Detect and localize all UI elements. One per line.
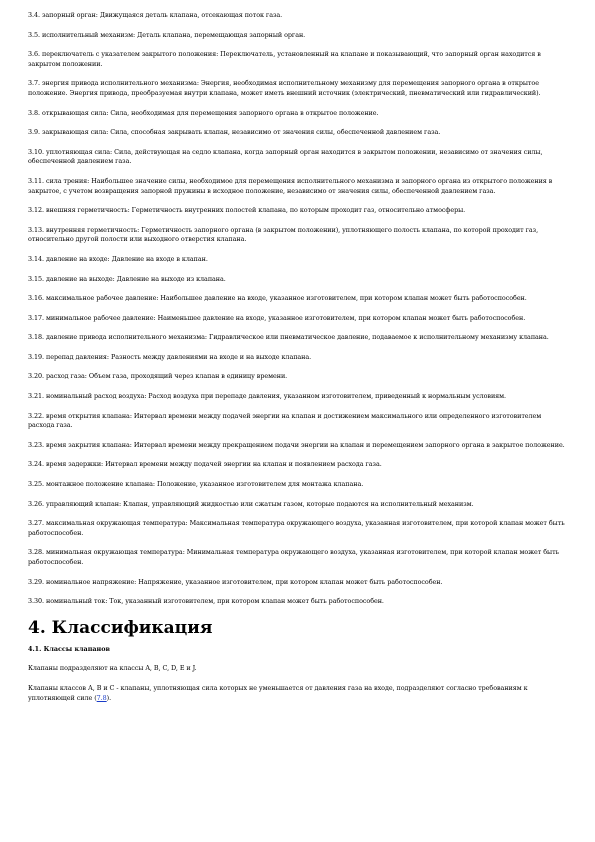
definition-item (28, 226, 568, 245)
definition-number: 3.27. (28, 519, 45, 528)
definition-number: 3.20. (28, 372, 45, 381)
definition-item (28, 333, 568, 343)
definition-text: Интервал времени между подачей энергии на клапан и появлением расхода газа. (103, 460, 382, 469)
definition-number: 3.23. (28, 440, 45, 449)
definition-term: время закрытия клапана: (46, 440, 132, 449)
definition-text: Деталь клапана, перемещающая запорный орган. (135, 30, 306, 39)
definition-text: Наименьшее давление на входе, указанное изготовителем, при котором клапан может быть работоспособен. (155, 313, 526, 322)
definition-number: 3.13. (28, 225, 45, 234)
definition-term: исполнительный механизм: (41, 30, 136, 39)
definition-item (28, 597, 568, 607)
definition-term: время открытия клапана: (46, 411, 132, 420)
definition-term: минимальная окружающая температура: (46, 548, 185, 557)
section-heading: 4. Классификация (28, 617, 213, 638)
definition-item (28, 294, 568, 304)
definition-number: 3.8. (28, 108, 40, 117)
definition-text: Движущаяся деталь клапана, отсекающая поток газа. (97, 11, 283, 19)
definition-term: давление на выходе: (46, 274, 115, 283)
definition-number: 3.11. (28, 176, 45, 185)
definition-text: Положение, указанное изготовителем для монтажа клапана. (155, 480, 364, 489)
definition-text: Напряжение, указанное изготовителем, при котором клапан может быть работоспособен. (136, 577, 443, 586)
definition-number: 3.24. (28, 460, 45, 469)
definition-item (28, 255, 568, 265)
definition-item (28, 128, 568, 138)
definition-number: 3.15. (28, 274, 45, 283)
definition-term: номинальное напряжение: (46, 577, 137, 586)
definition-item (28, 548, 568, 567)
document-page (28, 11, 568, 713)
definition-number: 3.18. (28, 333, 45, 342)
definition-number: 3.4. (28, 11, 40, 19)
definitions-list (28, 11, 568, 607)
definition-term: энергия привода исполнительного механизма: (41, 79, 199, 88)
definition-term: перепад давления: (46, 352, 109, 361)
definition-item (28, 578, 568, 588)
definition-text: Герметичность внутренних полостей клапана, по которым проходит газ, относительно атмосферы. (129, 206, 466, 215)
definition-item (28, 148, 568, 167)
definition-number: 3.29. (28, 577, 45, 586)
definition-text: Энергия, необходимая исполнительному механизму для перемещения запорного органа в открытое положение. Энергия привода, преобразуемая внутри клапана, может иметь внешний источник (электрический, пневматический или гидравлический). (28, 79, 541, 97)
definition-item (28, 314, 568, 324)
subsection-heading: 4.1. Классы клапанов (28, 644, 110, 653)
definition-text: Сила, необходимая для перемещения запорного органа в открытое положение. (108, 108, 379, 117)
definition-term: давление привода исполнительного механизма: (46, 333, 208, 342)
definition-item (28, 372, 568, 382)
definition-term: сила трения: (46, 176, 90, 185)
definition-item (28, 275, 568, 285)
paragraph-text: ). (106, 693, 112, 702)
definition-term: расход газа: (46, 372, 87, 381)
definition-number: 3.12. (28, 206, 45, 215)
definition-number: 3.28. (28, 548, 45, 557)
definition-term: номинальный расход воздуха: (46, 392, 147, 401)
definition-number: 3.26. (28, 499, 45, 508)
definition-item (28, 392, 568, 402)
definition-item (28, 79, 568, 98)
definition-term: закрывающая сила: (41, 128, 109, 137)
definition-term: время задержки: (46, 460, 104, 469)
definition-number: 3.21. (28, 392, 45, 401)
definition-text: Разность между давлениями на входе и на выходе клапана. (109, 352, 312, 361)
paragraph-text: Клапаны классов А, В и С - клапаны, уплотняющая сила которых не уменьшается от давления газа на входе, подразделяют согласно требованиям к уплотняющей силе ( (28, 683, 528, 702)
definition-number: 3.5. (28, 30, 40, 39)
definition-term: внешняя герметичность: (46, 206, 130, 215)
definition-item (28, 519, 568, 538)
definition-item (28, 11, 568, 21)
definition-term: номинальный ток: (46, 597, 108, 606)
definition-term: уплотняющая сила: (46, 147, 113, 156)
definition-number: 3.25. (28, 480, 45, 489)
definition-number: 3.17. (28, 313, 45, 322)
definition-text: Наибольшее значение силы, необходимое для перемещения исполнительного механизма и запорного органа из открытого положения в закрытое, с учетом возвращения запорной пружины в исходное положение, независимо от значения силы, обеспеченной давлением газа. (28, 176, 553, 195)
definition-text: Давление на выходе из клапана. (114, 274, 226, 283)
definition-number: 3.9. (28, 128, 40, 137)
definition-term: монтажное положение клапана: (46, 480, 155, 489)
definition-text: Давление на входе в клапан. (109, 254, 208, 263)
definition-item (28, 441, 568, 451)
definition-item (28, 353, 568, 363)
definition-text: Сила, действующая на седло клапана, когда запорный орган находится в закрытом положении, независимо от значения силы, обеспеченной давлением газа. (28, 147, 543, 166)
definition-text: Наибольшее давление на входе, указанное изготовителем, при котором клапан может быть работоспособен. (158, 294, 527, 303)
definition-item (28, 480, 568, 490)
definition-text: Ток, указанный изготовителем, при котором клапан может быть работоспособен. (107, 597, 384, 606)
definition-number: 3.30. (28, 597, 45, 606)
paragraph: Клапаны подразделяют на классы A, B, C, D, E и J. (28, 664, 197, 673)
definition-number: 3.6. (28, 50, 40, 59)
definition-text: Гидравлическое или пневматическое давление, подаваемое к исполнительному механизму клапана. (207, 333, 549, 342)
definition-number: 3.19. (28, 352, 45, 361)
definition-text: Сила, способная закрывать клапан, независимо от значения силы, обеспеченной давлением газа. (108, 128, 441, 137)
definition-number: 3.14. (28, 254, 45, 263)
definition-item (28, 412, 568, 431)
definition-number: 3.7. (28, 79, 40, 88)
definition-text: Переключатель, установленный на клапане и показывающий, что запорный орган находится в закрытом положении. (28, 50, 541, 68)
definition-item (28, 109, 568, 119)
definition-item (28, 31, 568, 41)
definition-term: давление на входе: (46, 254, 110, 263)
definition-text: Герметичность запорного органа (в закрытом положении), уплотняющего полость клапана, по которой проходит газ, относительно другой полости или выходного отверстия клапана. (28, 225, 539, 244)
definition-item (28, 50, 568, 69)
definition-text: Интервал времени между подачей энергии на клапан и достижением максимального или определенного изготовителем расхода газа. (28, 411, 542, 430)
definition-text: Расход воздуха при перепаде давления, указанном изготовителем, приведенный к нормальным условиям. (146, 392, 507, 401)
definition-text: Максимальная температура окружающего воздуха, указанная изготовителем, при которой клапан может быть работоспособен. (28, 519, 565, 537)
definition-number: 3.22. (28, 411, 45, 420)
definition-term: максимальное рабочее давление: (46, 294, 159, 303)
definition-text: Минимальная температура окружающего воздуха, указанная изготовителем, при которой клапан может быть работоспособен. (28, 548, 559, 566)
definition-term: запорный орган: (41, 11, 98, 19)
definition-term: минимальное рабочее давление: (46, 313, 156, 322)
paragraph (28, 684, 568, 703)
definition-term: максимальная окружающая температура: (46, 519, 188, 528)
definition-text: Объем газа, проходящий через клапан в единицу времени. (86, 372, 288, 381)
definition-text: Клапан, управляющий жидкостью или сжатым газом, которые подаются на исполнительный механизм. (121, 499, 474, 508)
definition-term: управляющий клапан: (46, 499, 122, 508)
clause-link[interactable]: 7.8 (96, 693, 107, 702)
definition-text: Интервал времени между прекращением подачи энергии на клапан и перемещением запорного органа в закрытое положение. (131, 440, 565, 449)
definition-item (28, 206, 568, 216)
definition-number: 3.10. (28, 147, 45, 156)
definition-item (28, 177, 568, 196)
definition-term: открывающая сила: (41, 108, 109, 117)
definition-term: переключатель с указателем закрытого положения: (41, 50, 219, 59)
definition-item (28, 500, 568, 510)
definition-item (28, 460, 568, 470)
definition-term: внутренняя герметичность: (46, 225, 140, 234)
definition-number: 3.16. (28, 294, 45, 303)
